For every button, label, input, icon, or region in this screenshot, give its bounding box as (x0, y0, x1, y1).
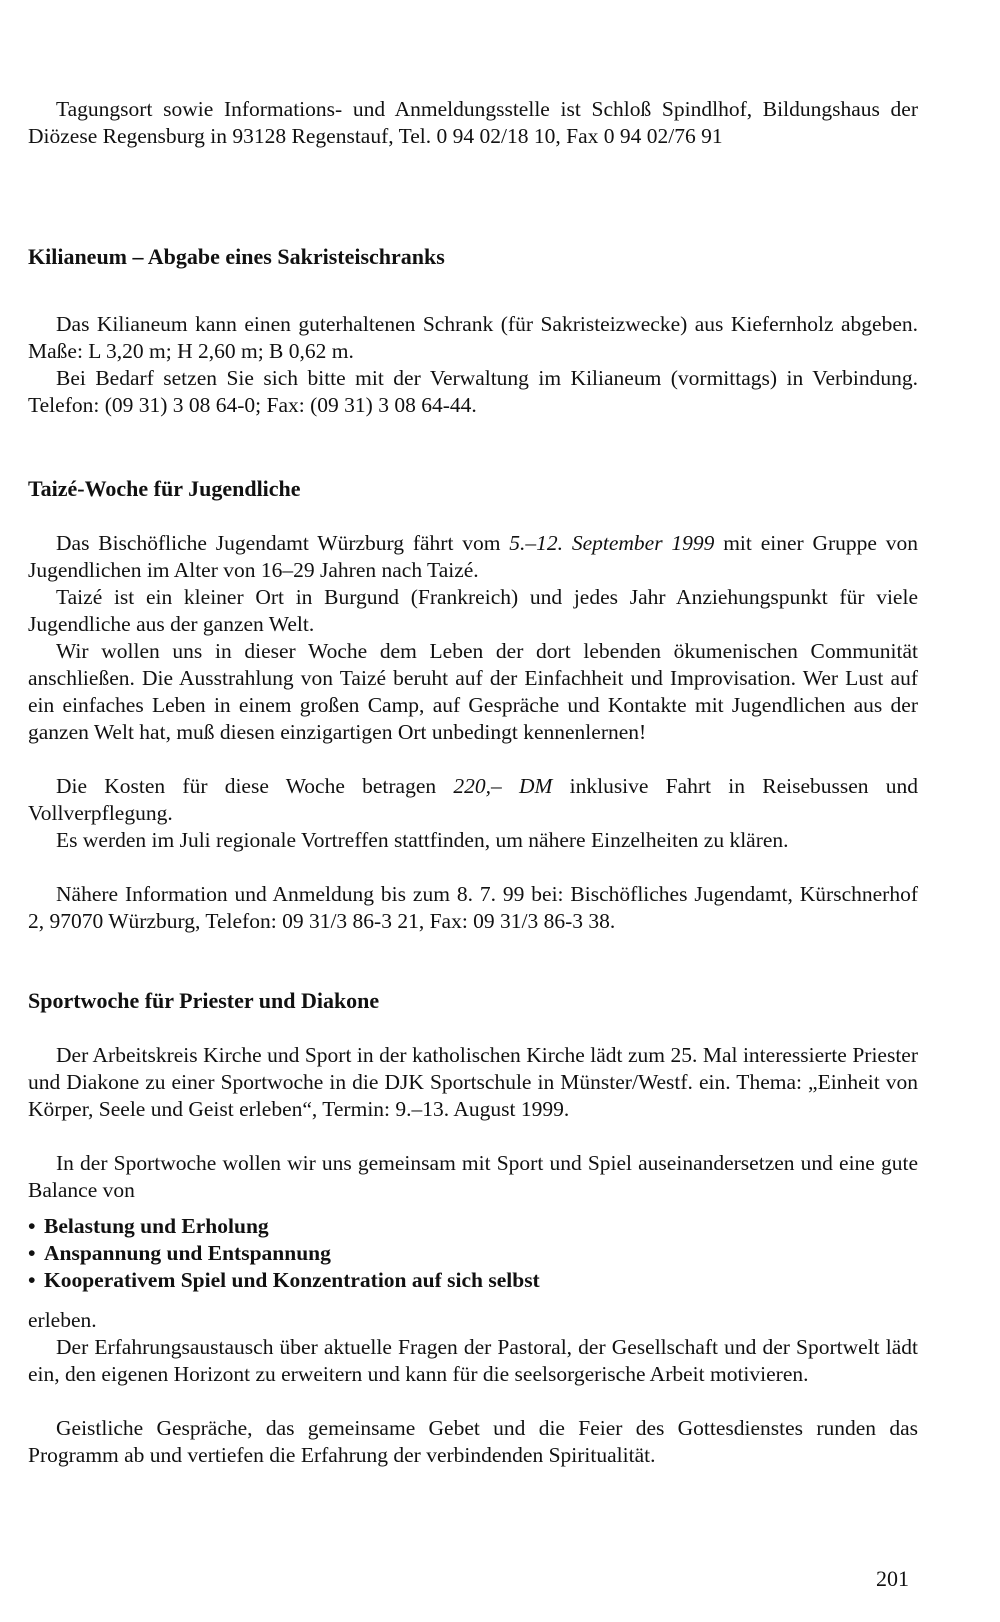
taize-p1-text: Das Bischöfliche Jugendamt Würzburg fährt vom (56, 531, 510, 555)
heading-kilianeum: Kilianeum – Abgabe eines Sakristeischranks (28, 244, 445, 269)
taize-p4-text-end: inklusive Fahrt in Reisebussen und Vollverpflegung. (28, 774, 919, 825)
sport-after-bullets: erleben. (28, 1308, 97, 1332)
heading-taize: Taizé-Woche für Jugendliche (28, 476, 301, 501)
taize-paragraph-3: Wir wollen uns in dieser Woche dem Leben der dort lebenden ökumenischen Communität anschließen. Die Ausstrahlung von Taizé beruht auf der Einfachheit und Improvisation. Wer Lust auf ein einfaches Leben in einem großen Camp, auf Gespräche und Kontakte mit Jugendlichen aus der ganzen Welt hat, muß diesen einzigartigen Ort unbedingt kennenlernen! (28, 639, 918, 744)
list-item (28, 1213, 918, 1240)
sport-paragraph-2: In der Sportwoche wollen wir uns gemeinsam mit Sport und Spiel auseinandersetzen und eine gute Balance von (28, 1151, 918, 1202)
bullet-icon: • (28, 1241, 36, 1265)
kilianeum-paragraph-1: Das Kilianeum kann einen guterhaltenen Schrank (für Sakristeizwecke) aus Kiefernholz abgeben. Maße: L 3,20 m; H 2,60 m; B 0,62 m. (28, 312, 918, 363)
list-item-label: Anspannung und Entspannung (44, 1241, 331, 1265)
list-item-label: Belastung und Erholung (44, 1214, 269, 1238)
taize-paragraph-1 (28, 530, 918, 584)
sport-paragraph-3: Der Erfahrungsaustausch über aktuelle Fragen der Pastoral, der Gesellschaft und der Sportwelt lädt ein, den eigenen Horizont zu erweitern und kann für die seelsorgerische Arbeit motivieren. (28, 1335, 918, 1386)
list-item (28, 1267, 918, 1294)
bullet-icon: • (28, 1214, 36, 1238)
sport-paragraph-1: Der Arbeitskreis Kirche und Sport in der katholischen Kirche lädt zum 25. Mal interessierte Priester und Diakone zu einer Sportwoche in die DJK Sportschule in Münster/Westf. ein. Thema: „Einheit von Körper, Seele und Geist erleben“, Termin: 9.–13. August 1999. (28, 1043, 918, 1121)
taize-paragraph-4 (28, 773, 918, 827)
taize-p4-text: Die Kosten für diese Woche betragen (56, 774, 454, 798)
taize-price: 220,– DM (453, 774, 553, 798)
page-number: 201 (876, 1566, 909, 1591)
taize-p1-text-end: mit einer Gruppe von Jugendlichen im Alter von 16–29 Jahren nach Taizé. (28, 531, 919, 582)
taize-paragraph-5: Es werden im Juli regionale Vortreffen stattfinden, um nähere Einzelheiten zu klären. (56, 828, 789, 852)
taize-paragraph-2: Taizé ist ein kleiner Ort in Burgund (Frankreich) und jedes Jahr Anziehungspunkt für viele Jugendliche aus der ganzen Welt. (28, 585, 918, 636)
sport-bullet-list (28, 1213, 918, 1294)
taize-paragraph-6: Nähere Information und Anmeldung bis zum 8. 7. 99 bei: Bischöfliches Jugendamt, Kürschnerhof 2, 97070 Würzburg, Telefon: 09 31/3 86-3 21, Fax: 09 31/3 86-3 38. (28, 882, 918, 933)
kilianeum-paragraph-2: Bei Bedarf setzen Sie sich bitte mit der Verwaltung im Kilianeum (vormittags) in Verbindung. Telefon: (09 31) 3 08 64-0; Fax: (09 31) 3 08 64-44. (28, 366, 918, 417)
bullet-icon: • (28, 1268, 36, 1292)
intro-paragraph: Tagungsort sowie Informations- und Anmeldungsstelle ist Schloß Spindlhof, Bildungshaus der Diözese Regensburg in 93128 Regenstauf, Tel. 0 94 02/18 10, Fax 0 94 02/76 91 (28, 97, 918, 148)
heading-sport: Sportwoche für Priester und Diakone (28, 988, 380, 1013)
taize-date: 5.–12. September 1999 (509, 531, 715, 555)
list-item-label: Kooperativem Spiel und Konzentration auf sich selbst (44, 1268, 540, 1292)
list-item (28, 1240, 918, 1267)
sport-paragraph-4: Geistliche Gespräche, das gemeinsame Gebet und die Feier des Gottesdienstes runden das Programm ab und vertiefen die Erfahrung der verbindenden Spiritualität. (28, 1416, 918, 1467)
